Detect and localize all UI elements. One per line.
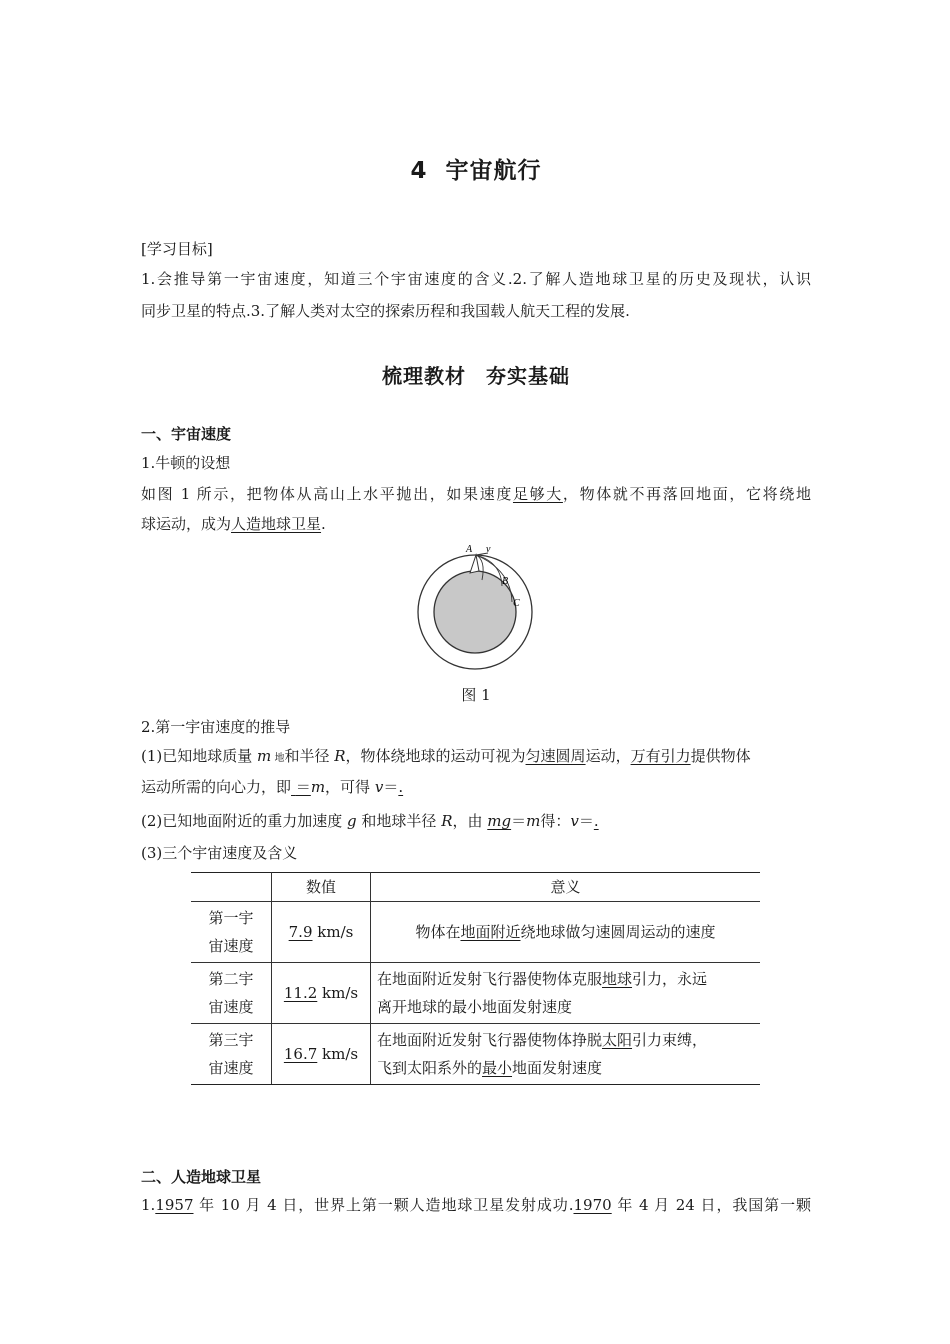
label-c: C xyxy=(513,598,520,609)
blank-velocity-result: . xyxy=(398,778,404,796)
part2-heading: 二、人造地球卫星 xyxy=(141,1168,262,1186)
label-a: A xyxy=(466,544,473,555)
table-row xyxy=(191,963,760,1024)
cosmic-velocity-table xyxy=(191,872,760,1085)
section-title-left: 梳理教材 xyxy=(382,364,466,388)
label-v: v xyxy=(486,544,491,555)
blank-year-1970: 1970 xyxy=(573,1196,612,1214)
derivation-line-4: (3)三个宇宙速度及含义 xyxy=(141,844,298,862)
velocity-meaning: 在地面附近发射飞行器使物体挣脱太阳引力束缚， 飞到太阳系外的最小地面发射速度 xyxy=(371,1024,761,1085)
table-header-row xyxy=(191,873,760,902)
velocity-value: 16.7 km/s xyxy=(272,1024,371,1085)
figure-caption: 图 1 xyxy=(461,686,491,704)
blank-enough-speed: 足够大 xyxy=(512,485,563,503)
velocity-value: 11.2 km/s xyxy=(272,963,371,1024)
table-header-cell: 数值 xyxy=(272,873,371,902)
newton-cannon-figure xyxy=(416,540,538,672)
section-title-right: 夯实基础 xyxy=(486,364,570,388)
earth-orbit-diagram xyxy=(416,540,538,672)
blank-mg: mg xyxy=(487,812,512,830)
velocity-meaning: 物体在地面附近绕地球做匀速圆周运动的速度 xyxy=(371,902,761,963)
derivation-sub2: 2.第一宇宙速度的推导 xyxy=(141,718,291,736)
part2-line-1: 1.1957 年 10 月 4 日，世界上第一颗人造地球卫星发射成功.1970 年 4 月 24 日，我国第一颗 xyxy=(141,1196,811,1214)
part1-sub1: 1.牛顿的设想 xyxy=(141,454,231,472)
table-header-cell: 意义 xyxy=(371,873,761,902)
derivation-line-2: 运动所需的向心力，即 ＝m，可得 v＝. xyxy=(141,778,404,796)
part1-heading: 一、宇宙速度 xyxy=(141,425,232,443)
velocity-meaning: 在地面附近发射飞行器使物体克服地球引力，永远 离开地球的最小地面发射速度 xyxy=(371,963,761,1024)
velocity-name: 第二宇 宙速度 xyxy=(191,963,272,1024)
part1-paragraph-line-2: 球运动，成为人造地球卫星. xyxy=(141,515,326,533)
lesson-number: 4 xyxy=(410,158,428,184)
blank-year-1957: 1957 xyxy=(155,1196,194,1214)
blank-uniform-circular: 匀速圆周 xyxy=(525,747,586,765)
blank-artificial-satellite: 人造地球卫星 xyxy=(231,515,322,533)
table-row xyxy=(191,902,760,963)
lesson-title xyxy=(141,152,811,185)
section-title xyxy=(141,360,811,389)
velocity-name: 第三宇 宙速度 xyxy=(191,1024,272,1085)
mountain-shape xyxy=(470,555,479,573)
blank-equation-left: ＝ xyxy=(295,778,311,796)
table-header-cell xyxy=(191,873,272,902)
label-b: B xyxy=(502,576,509,587)
blank-universal-gravitation: 万有引力 xyxy=(630,747,691,765)
derivation-line-1: (1)已知地球质量 m 地和半径 R，物体绕地球的运动可视为匀速圆周运动，万有引力提供物体 xyxy=(141,747,751,765)
derivation-line-3: (2)已知地面附近的重力加速度 g 和地球半径 R，由 mg＝m得：v＝. xyxy=(141,812,599,830)
velocity-name: 第一宇 宙速度 xyxy=(191,902,272,963)
objectives-line-2: 同步卫星的特点.3.了解人类对太空的探索历程和我国载人航天工程的发展. xyxy=(141,302,630,320)
velocity-value: 7.9 km/s xyxy=(272,902,371,963)
part1-paragraph-line-1: 如图 1 所示，把物体从高山上水平抛出，如果速度足够大，物体就不再落回地面，它将绕地 xyxy=(141,485,811,503)
lesson-title-text: 宇宙航行 xyxy=(445,158,542,184)
blank-velocity-result-2: . xyxy=(593,812,599,830)
table-row xyxy=(191,1024,760,1085)
objectives-label: [学习目标] xyxy=(141,240,213,258)
objectives-line-1: 1.会推导第一宇宙速度，知道三个宇宙速度的含义.2.了解人造地球卫星的历史及现状，认识 xyxy=(141,270,811,288)
